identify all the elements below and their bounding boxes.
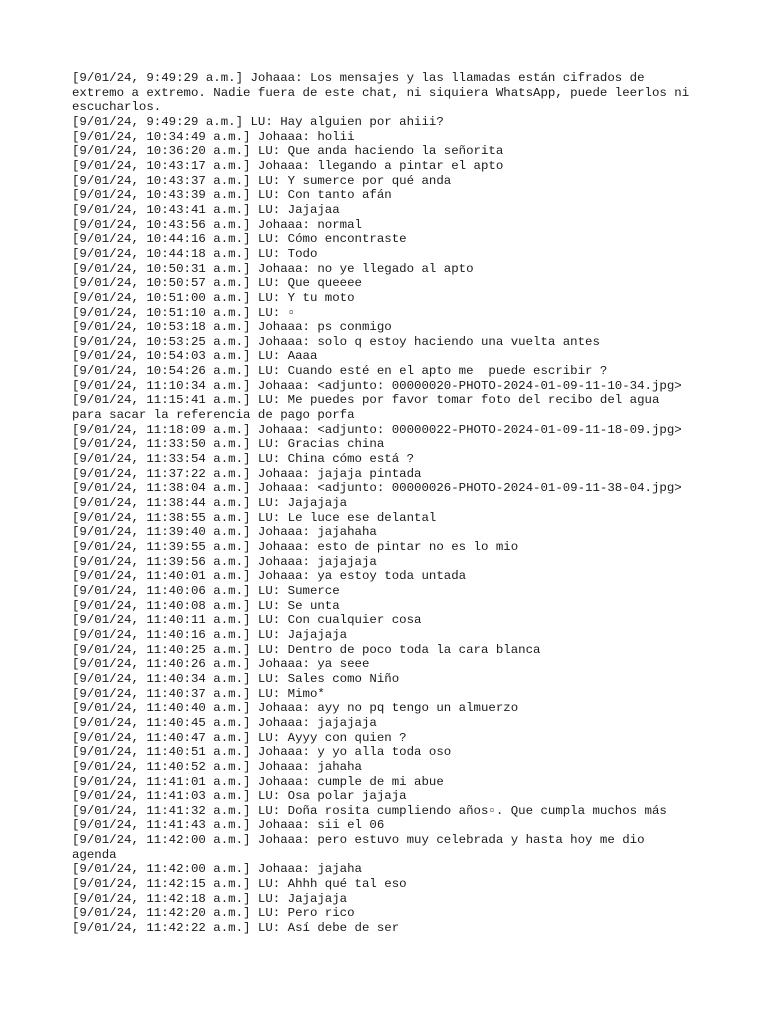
transcript-line: [9/01/24, 10:51:10 a.m.] LU: ▫ [72,305,296,320]
transcript-line: [9/01/24, 11:42:00 a.m.] Johaaa: pero estuvo muy celebrada y hasta hoy me dio [72,833,645,848]
transcript-line: [9/01/24, 11:40:52 a.m.] Johaaa: jahaha [72,759,362,774]
transcript-line: [9/01/24, 11:42:20 a.m.] LU: Pero rico [72,906,355,921]
transcript-line: [9/01/24, 10:54:03 a.m.] LU: Aaaa [72,349,318,364]
transcript-line: [9/01/24, 10:50:57 a.m.] LU: Que queeee [72,276,362,291]
transcript-line: [9/01/24, 11:38:55 a.m.] LU: Le luce ese delantal [72,510,437,525]
transcript-line: [9/01/24, 11:40:01 a.m.] Johaaa: ya estoy toda untada [72,569,467,584]
transcript-line: [9/01/24, 10:43:37 a.m.] LU: Y sumerce por qué anda [72,173,452,188]
transcript-line: [9/01/24, 11:42:15 a.m.] LU: Ahhh qué tal eso [72,877,407,892]
transcript-line: [9/01/24, 11:41:01 a.m.] Johaaa: cumple de mi abue [72,774,444,789]
transcript-line: [9/01/24, 10:51:00 a.m.] LU: Y tu moto [72,290,355,305]
transcript-line: [9/01/24, 11:40:26 a.m.] Johaaa: ya seee [72,657,370,672]
transcript-line: [9/01/24, 11:39:55 a.m.] Johaaa: esto de pintar no es lo mio [72,540,519,554]
transcript-line: [9/01/24, 11:39:40 a.m.] Johaaa: jajahaha [72,525,377,540]
transcript-line: [9/01/24, 10:50:31 a.m.] Johaaa: no ye llegado al apto [72,261,474,276]
transcript-line: [9/01/24, 10:44:16 a.m.] LU: Cómo encontraste [72,232,407,247]
transcript-line: [9/01/24, 10:54:26 a.m.] LU: Cuando esté en el apto me puede escribir ? [72,364,608,379]
transcript-line: [9/01/24, 11:15:41 a.m.] LU: Me puedes por favor tomar foto del recibo del agua [72,393,660,408]
transcript-line: [9/01/24, 11:40:11 a.m.] LU: Con cualquier cosa [72,613,422,628]
transcript-line: [9/01/24, 11:40:16 a.m.] LU: Jajajaja [72,627,348,642]
transcript-line: [9/01/24, 11:38:44 a.m.] LU: Jajajaja [72,496,348,511]
transcript-line: [9/01/24, 10:53:25 a.m.] Johaaa: solo q estoy haciendo una vuelta antes [72,334,600,349]
transcript-line: [9/01/24, 11:40:51 a.m.] Johaaa: y yo alla toda oso [72,745,452,760]
transcript-line: [9/01/24, 10:43:41 a.m.] LU: Jajajaa [72,202,340,217]
transcript-line: para sacar la referencia de pago porfa [72,408,355,423]
transcript-line: [9/01/24, 9:49:29 a.m.] Johaaa: Los mensajes y las llamadas están cifrados de [72,71,645,85]
transcript-line: [9/01/24, 11:42:00 a.m.] Johaaa: jajaha [72,862,362,877]
transcript-line: [9/01/24, 11:42:18 a.m.] LU: Jajajaja [72,891,348,906]
transcript-line: [9/01/24, 10:43:39 a.m.] LU: Con tanto afán [72,188,392,203]
transcript-line: [9/01/24, 11:41:03 a.m.] LU: Osa polar jajaja [72,789,407,804]
transcript-line: [9/01/24, 11:41:43 a.m.] Johaaa: sii el 06 [72,818,385,833]
transcript-line: escucharlos. [72,100,162,115]
transcript-line: [9/01/24, 10:34:49 a.m.] Johaaa: holii [72,129,355,144]
transcript-line: [9/01/24, 11:39:56 a.m.] Johaaa: jajajaja [72,554,377,569]
transcript-line: [9/01/24, 11:38:04 a.m.] Johaaa: <adjunto: 00000026-PHOTO-2024-01-09-11-38-04.jpg> [72,481,682,496]
transcript-line: [9/01/24, 11:40:47 a.m.] LU: Ayyy con quien ? [72,730,407,745]
transcript-line: [9/01/24, 11:40:37 a.m.] LU: Mimo* [72,686,325,701]
transcript-line: [9/01/24, 11:42:22 a.m.] LU: Así debe de ser [72,921,400,936]
transcript-line: [9/01/24, 10:44:18 a.m.] LU: Todo [72,246,318,261]
transcript-line: [9/01/24, 11:40:06 a.m.] LU: Sumerce [72,583,340,598]
transcript-line: [9/01/24, 11:10:34 a.m.] Johaaa: <adjunto: 00000020-PHOTO-2024-01-09-11-10-34.jpg> [72,378,682,393]
transcript-line: [9/01/24, 11:18:09 a.m.] Johaaa: <adjunto: 00000022-PHOTO-2024-01-09-11-18-09.jpg> [72,422,682,437]
transcript-line: [9/01/24, 9:49:29 a.m.] LU: Hay alguien por ahiii? [72,114,444,129]
transcript-line: agenda [72,847,117,862]
transcript-line: extremo a extremo. Nadie fuera de este chat, ni siquiera WhatsApp, puede leerlos ni [72,85,690,100]
chat-transcript [72,71,702,936]
transcript-line: [9/01/24, 11:41:32 a.m.] LU: Doña rosita cumpliendo años▫. Que cumpla muchos más [72,803,667,818]
transcript-line: [9/01/24, 11:33:54 a.m.] LU: China cómo está ? [72,452,415,467]
transcript-line: [9/01/24, 11:40:25 a.m.] LU: Dentro de poco toda la cara blanca [72,642,541,657]
transcript-line: [9/01/24, 11:33:50 a.m.] LU: Gracias china [72,437,385,452]
transcript-line: [9/01/24, 10:53:18 a.m.] Johaaa: ps conmigo [72,320,392,335]
transcript-line: [9/01/24, 11:40:45 a.m.] Johaaa: jajajaja [72,715,377,730]
transcript-line: [9/01/24, 10:36:20 a.m.] LU: Que anda haciendo la señorita [72,144,504,159]
transcript-line: [9/01/24, 10:43:56 a.m.] Johaaa: normal [72,217,362,232]
transcript-line: [9/01/24, 11:40:40 a.m.] Johaaa: ayy no pq tengo un almuerzo [72,701,519,716]
transcript-line: [9/01/24, 11:40:34 a.m.] LU: Sales como Niño [72,671,400,686]
transcript-line: [9/01/24, 11:37:22 a.m.] Johaaa: jajaja pintada [72,466,422,481]
transcript-line: [9/01/24, 11:40:08 a.m.] LU: Se unta [72,598,340,613]
transcript-line: [9/01/24, 10:43:17 a.m.] Johaaa: llegando a pintar el apto [72,158,504,173]
